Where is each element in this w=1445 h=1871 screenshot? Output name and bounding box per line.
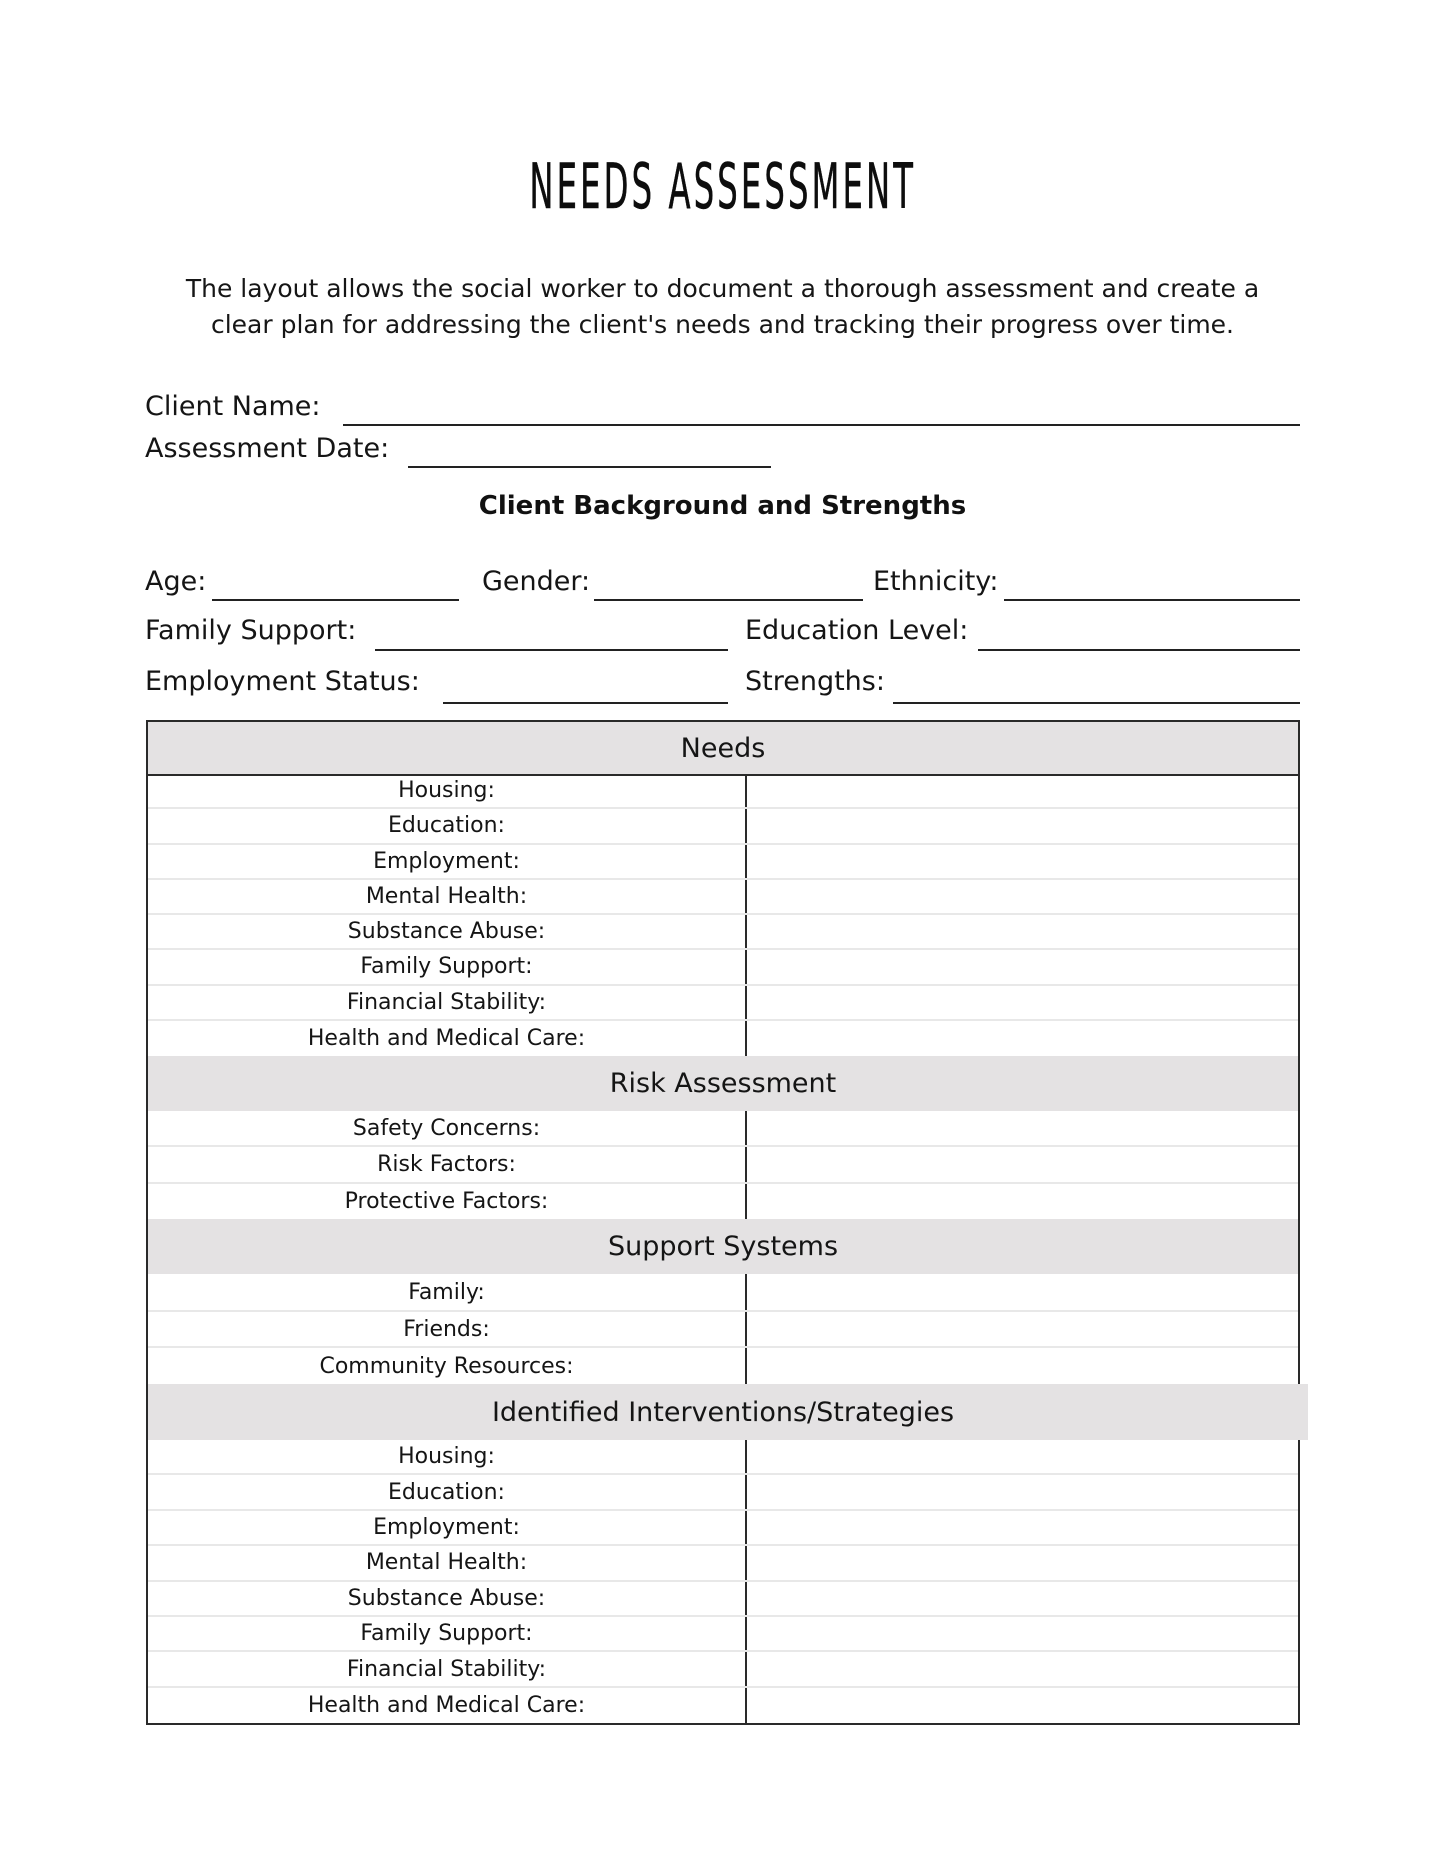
row-input[interactable] xyxy=(745,1617,1298,1650)
row-label: Mental Health: xyxy=(365,883,528,909)
row-label: Housing: xyxy=(398,1444,495,1470)
section-title: Needs xyxy=(680,732,766,764)
row-input[interactable] xyxy=(745,1475,1298,1508)
row-label: Family: xyxy=(408,1279,485,1305)
row-input[interactable] xyxy=(745,1546,1298,1579)
row-input[interactable] xyxy=(745,1147,1298,1181)
assessment-date-label: Assessment Date: xyxy=(145,433,390,464)
row-label: Employment: xyxy=(373,848,520,874)
row-label: Community Resources: xyxy=(319,1353,574,1379)
needs-rows xyxy=(148,774,1298,1056)
table-row xyxy=(148,1652,1298,1687)
row-label: Education: xyxy=(388,1479,505,1505)
row-input[interactable] xyxy=(745,1348,1298,1384)
age-label: Age: xyxy=(145,566,207,597)
table-row xyxy=(148,845,1298,880)
row-label: Substance Abuse: xyxy=(347,1585,546,1611)
row-input[interactable] xyxy=(745,1312,1298,1346)
row-label: Financial Stability: xyxy=(346,989,547,1015)
table-row xyxy=(148,1511,1298,1546)
table-row xyxy=(148,1688,1298,1723)
row-label: Friends: xyxy=(403,1316,490,1342)
row-input[interactable] xyxy=(745,1688,1298,1723)
page-title xyxy=(0,150,1445,224)
table-row xyxy=(148,915,1298,950)
table-row xyxy=(148,1274,1298,1312)
family-support-label: Family Support: xyxy=(145,615,357,646)
support-rows xyxy=(148,1274,1298,1384)
table-row xyxy=(148,1111,1298,1147)
row-label: Employment: xyxy=(373,1514,520,1540)
row-label: Mental Health: xyxy=(365,1550,528,1576)
table-row xyxy=(148,880,1298,915)
row-label: Health and Medical Care: xyxy=(307,1692,586,1718)
row-input[interactable] xyxy=(745,809,1298,842)
table-row xyxy=(148,774,1298,809)
gender-label: Gender: xyxy=(482,566,591,597)
row-label: Risk Factors: xyxy=(377,1151,516,1177)
strengths-field[interactable] xyxy=(893,702,1300,704)
table-row xyxy=(148,1546,1298,1581)
section-header-interventions xyxy=(148,1384,1308,1440)
employment-status-label: Employment Status: xyxy=(145,666,420,697)
row-input[interactable] xyxy=(745,950,1298,983)
row-label: Family Support: xyxy=(360,954,533,980)
intro-paragraph xyxy=(140,271,1305,343)
row-label: Substance Abuse: xyxy=(347,919,546,945)
row-input[interactable] xyxy=(745,1274,1298,1310)
row-label: Financial Stability: xyxy=(346,1656,547,1682)
risk-rows xyxy=(148,1111,1298,1220)
table-row xyxy=(148,950,1298,985)
row-label: Protective Factors: xyxy=(344,1189,549,1215)
row-input[interactable] xyxy=(745,880,1298,913)
assessment-table xyxy=(146,720,1300,1725)
row-input[interactable] xyxy=(745,915,1298,948)
row-input[interactable] xyxy=(745,1111,1298,1145)
row-label: Education: xyxy=(388,813,505,839)
age-field[interactable] xyxy=(212,599,459,601)
row-label: Safety Concerns: xyxy=(352,1115,541,1141)
row-input[interactable] xyxy=(745,1440,1298,1473)
client-name-label: Client Name: xyxy=(145,391,321,422)
background-heading: Client Background and Strengths xyxy=(478,491,967,521)
section-header-risk-assessment xyxy=(148,1056,1298,1111)
row-input[interactable] xyxy=(745,1652,1298,1685)
table-row xyxy=(148,1021,1298,1056)
section-title: Support Systems xyxy=(607,1231,839,1262)
row-input[interactable] xyxy=(745,1021,1298,1056)
assessment-date-field[interactable] xyxy=(408,466,771,468)
table-row xyxy=(148,1147,1298,1183)
intro-line-1: The layout allows the social worker to document a thorough assessment and create a xyxy=(185,274,1260,303)
section-title: Risk Assessment xyxy=(609,1068,837,1099)
ethnicity-field[interactable] xyxy=(1004,599,1300,601)
row-input[interactable] xyxy=(745,1582,1298,1615)
employment-status-field[interactable] xyxy=(443,702,728,704)
table-row xyxy=(148,1440,1298,1475)
row-input[interactable] xyxy=(745,1184,1298,1220)
education-level-label: Education Level: xyxy=(745,615,969,646)
row-label: Housing: xyxy=(398,778,495,804)
row-input[interactable] xyxy=(745,1511,1298,1544)
ethnicity-label: Ethnicity: xyxy=(873,566,999,597)
row-input[interactable] xyxy=(745,774,1298,807)
page-title-text: NEEDS ASSESSMENT xyxy=(529,150,916,223)
client-name-field[interactable] xyxy=(343,424,1300,426)
education-level-field[interactable] xyxy=(978,649,1300,651)
table-row xyxy=(148,1348,1298,1384)
section-title: Identified Interventions/Strategies xyxy=(491,1396,955,1428)
section-header-support-systems xyxy=(148,1219,1298,1274)
row-label: Family Support: xyxy=(360,1621,533,1647)
row-input[interactable] xyxy=(745,986,1298,1019)
table-row xyxy=(148,986,1298,1021)
row-label: Health and Medical Care: xyxy=(307,1025,586,1051)
interventions-rows xyxy=(148,1440,1298,1723)
table-row xyxy=(148,1312,1298,1348)
table-row xyxy=(148,809,1298,844)
gender-field[interactable] xyxy=(594,599,863,601)
table-row xyxy=(148,1475,1298,1510)
intro-line-2: clear plan for addressing the client's needs and tracking their progress over time. xyxy=(210,310,1235,339)
row-input[interactable] xyxy=(745,845,1298,878)
table-row xyxy=(148,1617,1298,1652)
section-header-needs xyxy=(148,722,1298,776)
family-support-field[interactable] xyxy=(375,649,728,651)
table-row xyxy=(148,1582,1298,1617)
strengths-label: Strengths: xyxy=(745,666,885,697)
table-row xyxy=(148,1184,1298,1220)
